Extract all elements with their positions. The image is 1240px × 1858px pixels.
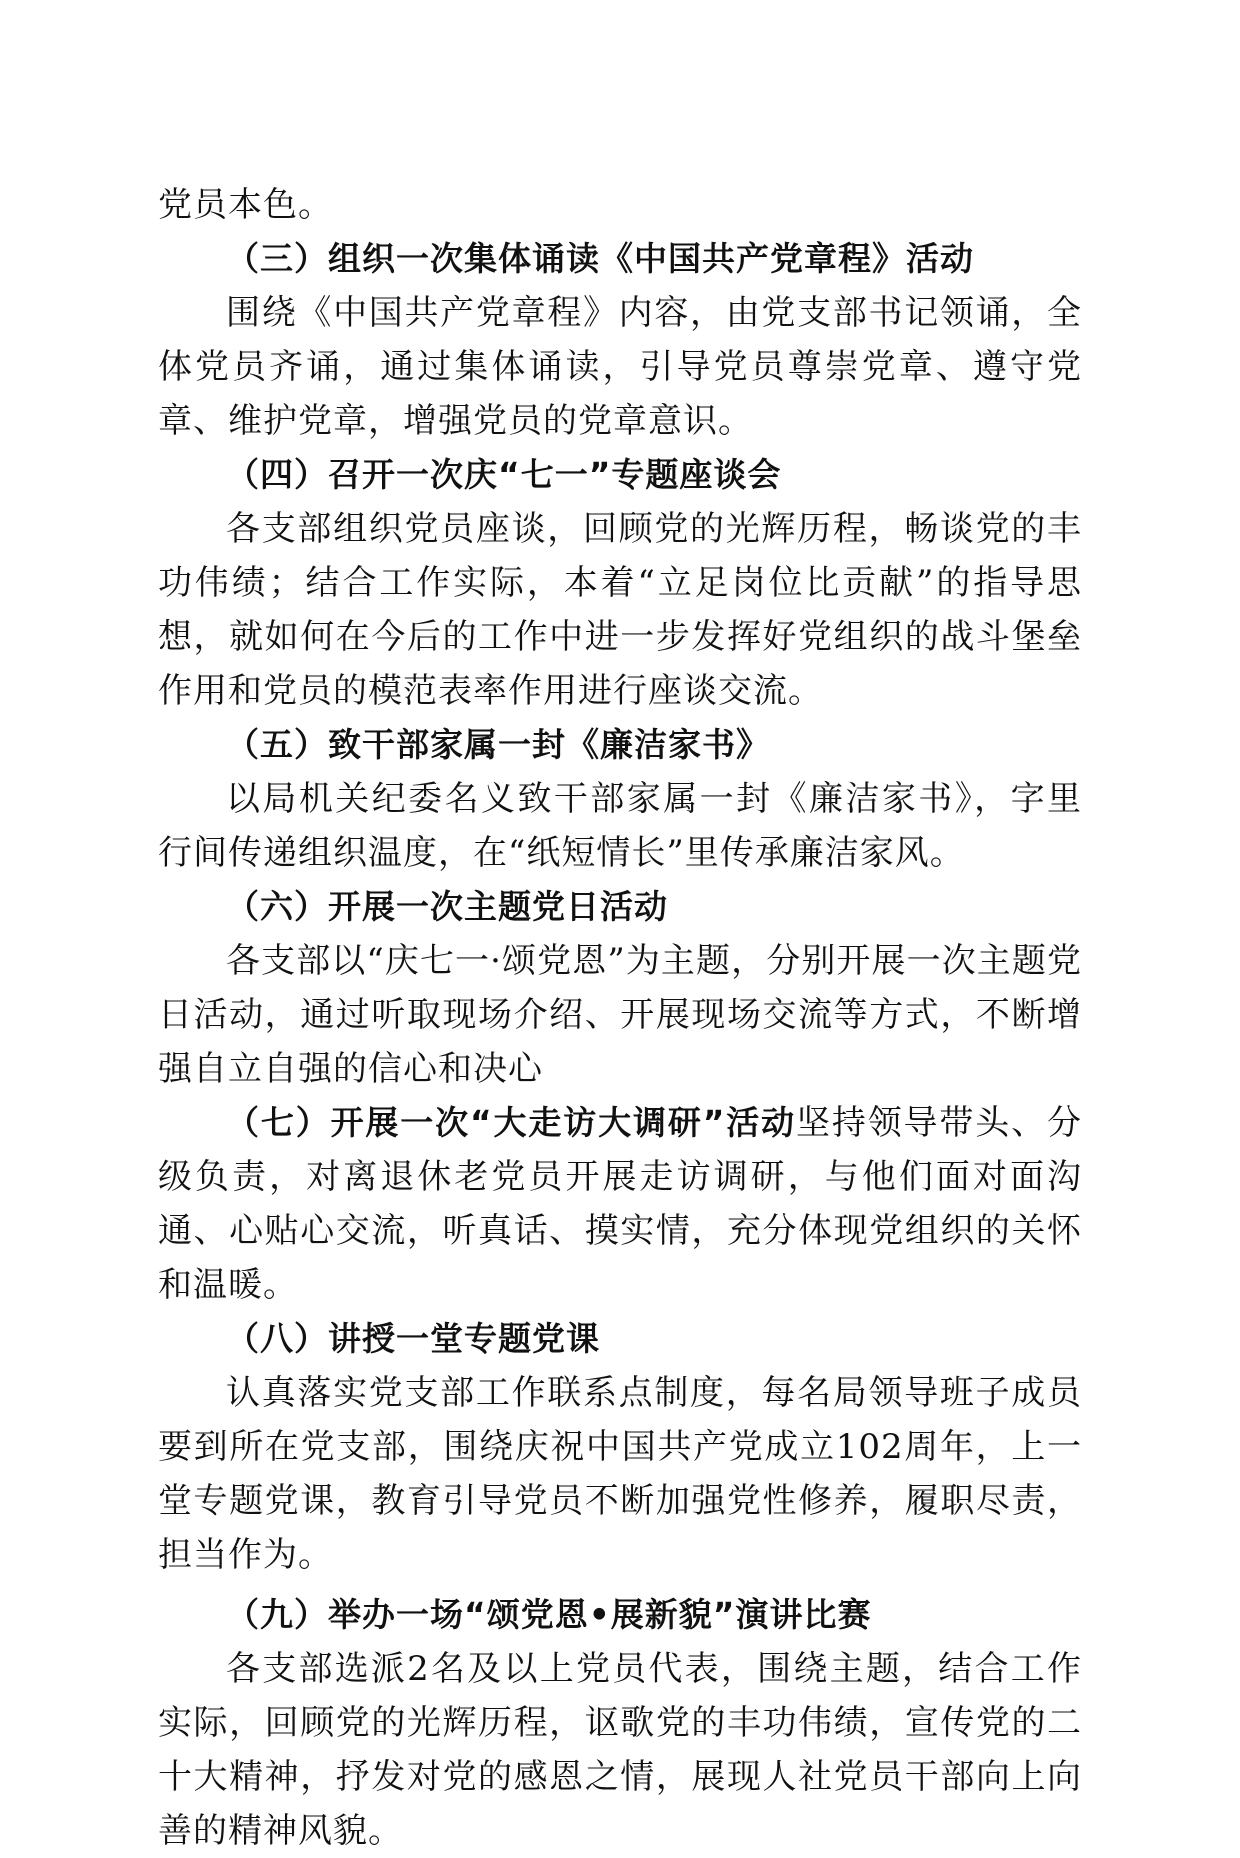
section-heading-4: （四）召开一次庆“七一”专题座谈会 xyxy=(226,455,782,494)
section-body-6: 各支部以“庆七一·颂党恩”为主题，分别开展一次主题党日活动，通过听取现场介绍、开展现场交流等方式，不断增强自立自强的信心和决心 xyxy=(158,941,1082,1089)
document-body xyxy=(158,178,1082,1858)
section-body-7: 坚持领导带头、分级负责，对离退休老党员开展走访调研，与他们面对面沟通、心贴心交流，听真话、摸实情，充分体现党组织的关怀和温暖。 xyxy=(158,1103,1082,1305)
section-heading-5: （五）致干部家属一封《廉洁家书》 xyxy=(226,725,770,764)
section-body-3: 围绕《中国共产党章程》内容，由党支部书记领诵，全体党员齐诵，通过集体诵读，引导党员尊崇党章、遵守党章、维护党章，增强党员的党章意识。 xyxy=(158,293,1082,441)
section-body-8: 认真落实党支部工作联系点制度，每名局领导班子成员要到所在党支部，围绕庆祝中国共产党成立102周年，上一堂专题党课，教育引导党员不断加强党性修养，履职尽责，担当作为。 xyxy=(158,1373,1082,1575)
section-body-4: 各支部组织党员座谈，回顾党的光辉历程，畅谈党的丰功伟绩；结合工作实际，本着“立足岗位比贡献”的指导思想，就如何在今后的工作中进一步发挥好党组织的战斗堡垒作用和党员的模范表率作用进行座谈交流。 xyxy=(158,509,1082,711)
section-body-9: 各支部选派2名及以上党员代表，围绕主题，结合工作实际，回顾党的光辉历程，讴歌党的丰功伟绩，宣传党的二十大精神，抒发对党的感恩之情，展现人社党员干部向上向善的精神风貌。 xyxy=(158,1649,1082,1851)
section-heading-6: （六）开展一次主题党日活动 xyxy=(226,887,668,926)
section-body-5: 以局机关纪委名义致干部家属一封《廉洁家书》，字里行间传递组织温度，在“纸短情长”里传承廉洁家风。 xyxy=(158,779,1082,873)
section-heading-7: （七）开展一次“大走访大调研”活动 xyxy=(226,1103,796,1142)
section-heading-9: （九）举办一场“颂党恩•展新貌”演讲比赛 xyxy=(226,1595,872,1634)
paragraph-continuation: 党员本色。 xyxy=(158,185,333,225)
section-heading-3: （三）组织一次集体诵读《中国共产党章程》活动 xyxy=(226,239,974,278)
section-heading-8: （八）讲授一堂专题党课 xyxy=(226,1319,600,1358)
section-7 xyxy=(158,1096,1082,1312)
